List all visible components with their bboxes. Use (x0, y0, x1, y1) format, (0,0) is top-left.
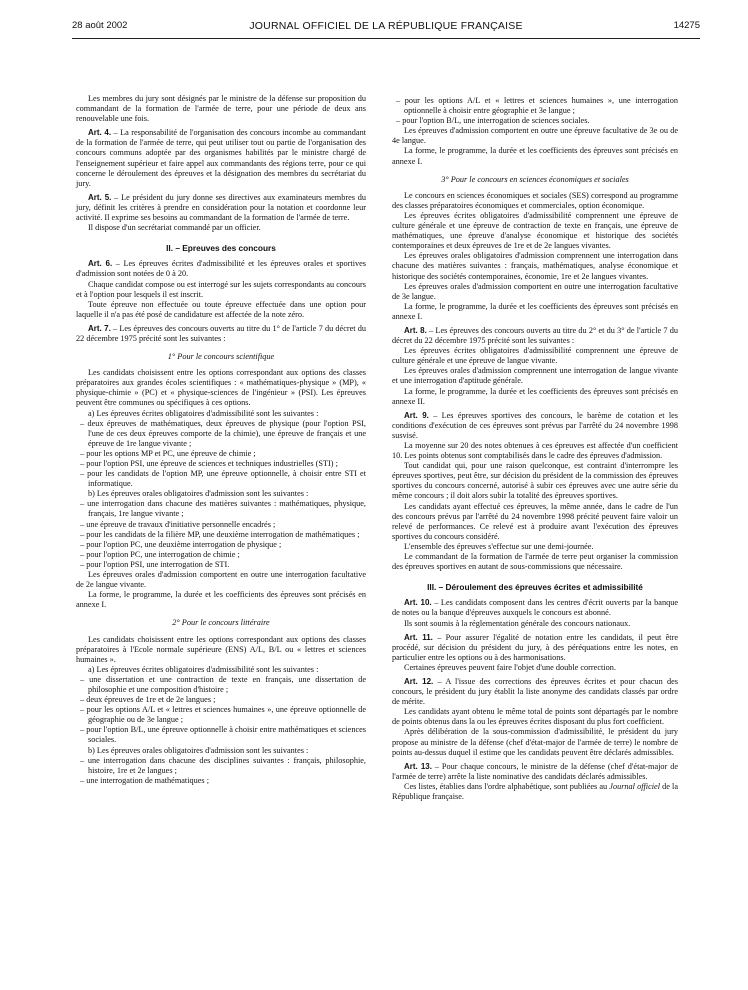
article-text: – A l'issue des corrections des épreuves écrites et pour chacun des concours, le président du jury établit la liste anonyme des candidats classés par ordre de mérite. (392, 676, 679, 707)
page-header (72, 20, 700, 36)
article-text: – Les candidats composent dans les centres d'écrit ouverts par la banque de notes ou la banque d'épreuves auxquels le concours est abonné. (392, 598, 678, 618)
paragraph: La moyenne sur 20 des notes obtenues à ces épreuves est affectée d'un coefficient 10. Les points obtenus sont comptabilisés dans le cadre des épreuves d'admission. (392, 441, 678, 461)
list-item: – une dissertation et une contraction de texte en français, une dissertation de philosophie et une composition d'histoire ; (80, 674, 366, 694)
subsection-heading: 3° Pour le concours en sciences économiques et sociales (441, 174, 629, 184)
paragraph: Tout candidat qui, pour une raison quelconque, est contraint d'interrompre les épreuves sportives, peut être, sur décision du président de la commission des épreuves sportives du concours concerné, autorisé à subir ces épreuves avec une autre série du même concours ; il doit alors subir la totalité des épreuves sportives. (392, 461, 678, 501)
article-12 (392, 677, 678, 707)
list-item: – pour les options A/L et « lettres et sciences humaines », une épreuve optionnelle de géographie ou de 3e langue ; (80, 705, 366, 725)
text: de la République française. (392, 781, 678, 801)
journal-title: Journal officiel (609, 781, 660, 791)
article-11 (392, 633, 678, 663)
section-heading-3: III. – Déroulement des épreuves écrites et admissibilité (427, 582, 643, 593)
paragraph: Le concours en sciences économiques et sociales (SES) correspond au programme des classes préparatoires économiques et commerciales, option économique. (392, 190, 678, 210)
paragraph: Le commandant de la formation de l'armée de terre peut organiser la commission des épreuves sportives en autant de sous-commissions que nécessaire. (392, 552, 678, 572)
paragraph: a) Les épreuves écrites obligatoires d'admissibilité sont les suivantes : (88, 408, 319, 418)
article-text: – Les épreuves des concours ouverts au titre du 1° de l'article 7 du décret du 22 décembre 1975 précité sont les suivantes : (76, 323, 367, 343)
subsection-heading: 1° Pour le concours scientifique (167, 352, 275, 362)
article-text: – Le président du jury donne ses directives aux examinateurs membres du jury, définit les critères à prendre en considération pour la notation et coordonne leur activité. Il exprime ses besoins au commandant de la formation de l'armée de terre. (76, 192, 366, 223)
list-item: – pour l'option PSI, une épreuve de sciences et techniques industrielles (STI) ; (80, 459, 338, 468)
header-title: JOURNAL OFFICIEL DE LA RÉPUBLIQUE FRANÇAISE (249, 20, 523, 32)
paragraph: La forme, le programme, la durée et les coefficients des épreuves sont précisés en annexe II. (392, 386, 678, 406)
article-10 (392, 598, 678, 618)
article-label: Art. 8. (404, 325, 427, 335)
paragraph: Ils sont soumis à la réglementation générale des concours nationaux. (404, 618, 631, 628)
article-5 (76, 193, 366, 223)
article-text: – Pour chaque concours, le ministre de la défense (chef d'état-major de l'armée de terre) arrête la liste nominative des candidats déclarés admissibles. (392, 761, 678, 781)
list-item: – pour l'option PC, une interrogation de chimie ; (80, 549, 240, 559)
paragraph: Chaque candidat compose ou est interrogé sur les sujets correspondants au concours et à l'option pour lesquels il est inscrit. (76, 279, 366, 299)
article-label: Art. 13. (404, 761, 432, 771)
article-label: Art. 6. (88, 259, 113, 269)
list-item: – une interrogation dans chacune des disciplines suivantes : français, philosophie, histoire, 1re et 2e langues ; (80, 755, 366, 775)
article-label: Art. 12. (404, 676, 434, 686)
list-item: – pour les candidats de l'option MP, une épreuve optionnelle, à choisir entre STI et informatique. (80, 469, 366, 489)
list-item: – pour l'option B/L, une interrogation de sciences sociales. (396, 116, 590, 126)
article-label: Art. 7. (88, 323, 111, 333)
list-item: – pour les options A/L et « lettres et sciences humaines », une interrogation optionnelle à choisir entre géographie et 3e langue ; (396, 96, 678, 116)
list-item: – deux épreuves de 1re et de 2e langues ; (80, 695, 216, 705)
paragraph: Les candidats ayant effectué ces épreuves, la même année, dans le cadre de l'un des concours prévus par l'arrêté du 24 novembre 1998 précité peuvent faire valoir un relevé de performances. Ce relevé est à produire avant l'exécution des épreuves sportives du concours considéré. (392, 501, 678, 541)
article-text: – Les épreuves des concours ouverts au titre du 2° et du 3° de l'article 7 du décret du 22 décembre 1975 précité sont les suivantes : (392, 325, 678, 346)
article-label: Art. 9. (404, 410, 429, 420)
left-column (76, 94, 366, 786)
article-label: Art. 4. (88, 128, 112, 138)
list-item: – pour les candidats de la filière MP, une deuxième interrogation de mathématiques ; (80, 529, 360, 539)
paragraph: Les membres du jury sont désignés par le ministre de la défense sur proposition du commandant de la formation de l'armée de terre, pour une période de deux ans renouvelable une fois. (76, 94, 366, 124)
paragraph: a) Les épreuves écrites obligatoires d'admissibilité sont les suivantes : (88, 664, 319, 674)
article-label: Art. 10. (404, 598, 432, 608)
subsection-heading: 2° Pour le concours littéraire (172, 618, 270, 628)
section-heading-2: II. – Epreuves des concours (166, 243, 276, 254)
list-item: – pour l'option PC, une deuxième interrogation de physique ; (80, 539, 282, 549)
article-text: – Pour assurer l'égalité de notation entre les candidats, il peut être procédé, sur décision du président du jury, à des péréquations entre les notes, en particulier entre les options ou à des harmonisations. (392, 632, 678, 662)
paragraph: Les épreuves orales obligatoires d'admission comprennent une interrogation dans chacune des matières suivantes : français, mathématiques, analyse économique et historique des sociétés contemporaines, économie, 1re et 2e langues vivantes. (392, 251, 678, 281)
list-item: – pour l'option B/L, une épreuve optionnelle à choisir entre mathématiques et sciences sociales. (80, 725, 366, 745)
article-6 (76, 259, 366, 279)
paragraph: La forme, le programme, la durée et les coefficients des épreuves sont précisés en annexe I. (392, 146, 678, 166)
right-column (392, 96, 678, 802)
header-page-number: 14275 (673, 20, 700, 31)
paragraph: La forme, le programme, la durée et les coefficients des épreuves sont précisés en annexe I. (392, 301, 678, 321)
article-7 (76, 324, 366, 344)
paragraph: Il dispose d'un secrétariat commandé par un officier. (88, 223, 261, 233)
article-8 (392, 326, 678, 346)
article-label: Art. 5. (88, 192, 112, 202)
paragraph: L'ensemble des épreuves s'effectue sur une demi-journée. (404, 541, 594, 551)
paragraph: Toute épreuve non effectuée ou toute épreuve effectuée dans une option pour laquelle il n'a pas été posé de candidature est affectée de la note zéro. (76, 299, 366, 319)
paragraph: Les candidats choisissent entre les options correspondant aux options des classes préparatoires à l'Ecole normale supérieure (ENS) A/L, B/L ou « lettres et sciences humaines ». (76, 634, 366, 664)
paragraph: La forme, le programme, la durée et les coefficients des épreuves sont précisés en annexe I. (76, 590, 366, 610)
paragraph: Certaines épreuves peuvent faire l'objet d'une double correction. (404, 662, 616, 672)
article-text: – La responsabilité de l'organisation des concours incombe au commandant de la formation de l'armée de terre, qui peut utiliser tout ou partie de l'organisation des concours communs adoptée par des organismes habilités par le ministre chargé de l'enseignement supérieur et faire appel aux commandants des régions terre, pour ce qui concerne le déroulement des épreuves et la désignation des membres du secrétariat du jury. (76, 128, 366, 188)
paragraph: Les épreuves orales d'admission comportent en outre une interrogation facultative de 3e langue. (392, 281, 678, 301)
paragraph: b) Les épreuves orales obligatoires d'admission sont les suivantes : (88, 745, 309, 755)
paragraph: Les épreuves d'admission comportent en outre une épreuve facultative de 3e ou de 4e langue. (392, 126, 678, 146)
paragraph: Les épreuves orales d'admission comprennent une interrogation de langue vivante et une interrogation d'aptitude générale. (392, 366, 678, 386)
list-item: – une interrogation de mathématiques ; (80, 775, 209, 785)
list-item: – deux épreuves de mathématiques, deux épreuves de physique (pour l'option PSI, l'une de ces deux épreuves comporte de la chimie), une épreuve de français et une épreuve de 1re langue vivante ; (80, 418, 366, 448)
article-4 (76, 128, 366, 189)
paragraph: Après délibération de la sous-commission d'admissibilité, le président du jury propose au ministre de la défense (chef d'état-major de l'armée de terre) le nombre de points au-dessus duquel il estime que les candidats peuvent être déclarés admissibles. (392, 727, 678, 757)
paragraph: Les épreuves orales d'admission comportent en outre une interrogation facultative de 2e langue vivante. (76, 570, 366, 590)
paragraph (392, 782, 678, 802)
list-item: – une épreuve de travaux d'initiative personnelle encadrés ; (80, 519, 276, 529)
header-date: 28 août 2002 (72, 20, 128, 31)
list-item: – une interrogation dans chacune des matières suivantes : mathématiques, physique, français, 1re langue vivante ; (80, 499, 366, 519)
paragraph: b) Les épreuves orales obligatoires d'admission sont les suivantes : (88, 489, 309, 499)
text: Ces listes, établies dans l'ordre alphabétique, sont publiées au (404, 781, 610, 791)
paragraph: Les épreuves écrites obligatoires d'admissibilité comprennent une épreuve de culture générale et une épreuve de contraction de texte en français, une épreuve de mathématiques, une épreuve d'analyse économique et historique des sociétés contemporaines et deux épreuves de 1re et de 2e langues vivantes. (392, 210, 678, 251)
article-13 (392, 762, 678, 782)
article-text: – Les épreuves écrites d'admissibilité et les épreuves orales et sportives d'admission sont notées de 0 à 20. (76, 259, 366, 279)
list-item: – pour l'option PSI, une interrogation de STI. (80, 559, 230, 569)
paragraph: Les candidats ayant obtenu le même total de points sont départagés par le nombre de points obtenus dans la ou les épreuves écrites disposant du plus fort coefficient. (392, 707, 678, 727)
article-9 (392, 411, 678, 441)
paragraph: Les épreuves écrites obligatoires d'admissibilité comprennent une épreuve de culture générale et une épreuve de langue vivante. (392, 346, 678, 366)
article-label: Art. 11. (404, 632, 433, 642)
list-item: – pour les options MP et PC, une épreuve de chimie ; (80, 448, 256, 458)
header-rule (72, 38, 700, 39)
article-text: – Les épreuves sportives des concours, le barème de cotation et les conditions d'exécution de ces épreuves sont prévus par l'arrêté du 24 novembre 1998 susvisé. (392, 410, 679, 440)
paragraph: Les candidats choisissent entre les options correspondant aux options des classes préparatoires aux grandes écoles scientifiques : « mathématiques-physique » (MP), « physique-chimie » (PC) et « physique-sciences de l'ingénieur » (PSI). Les épreuves peuvent être communes ou spécifiques à ces options. (76, 368, 366, 408)
